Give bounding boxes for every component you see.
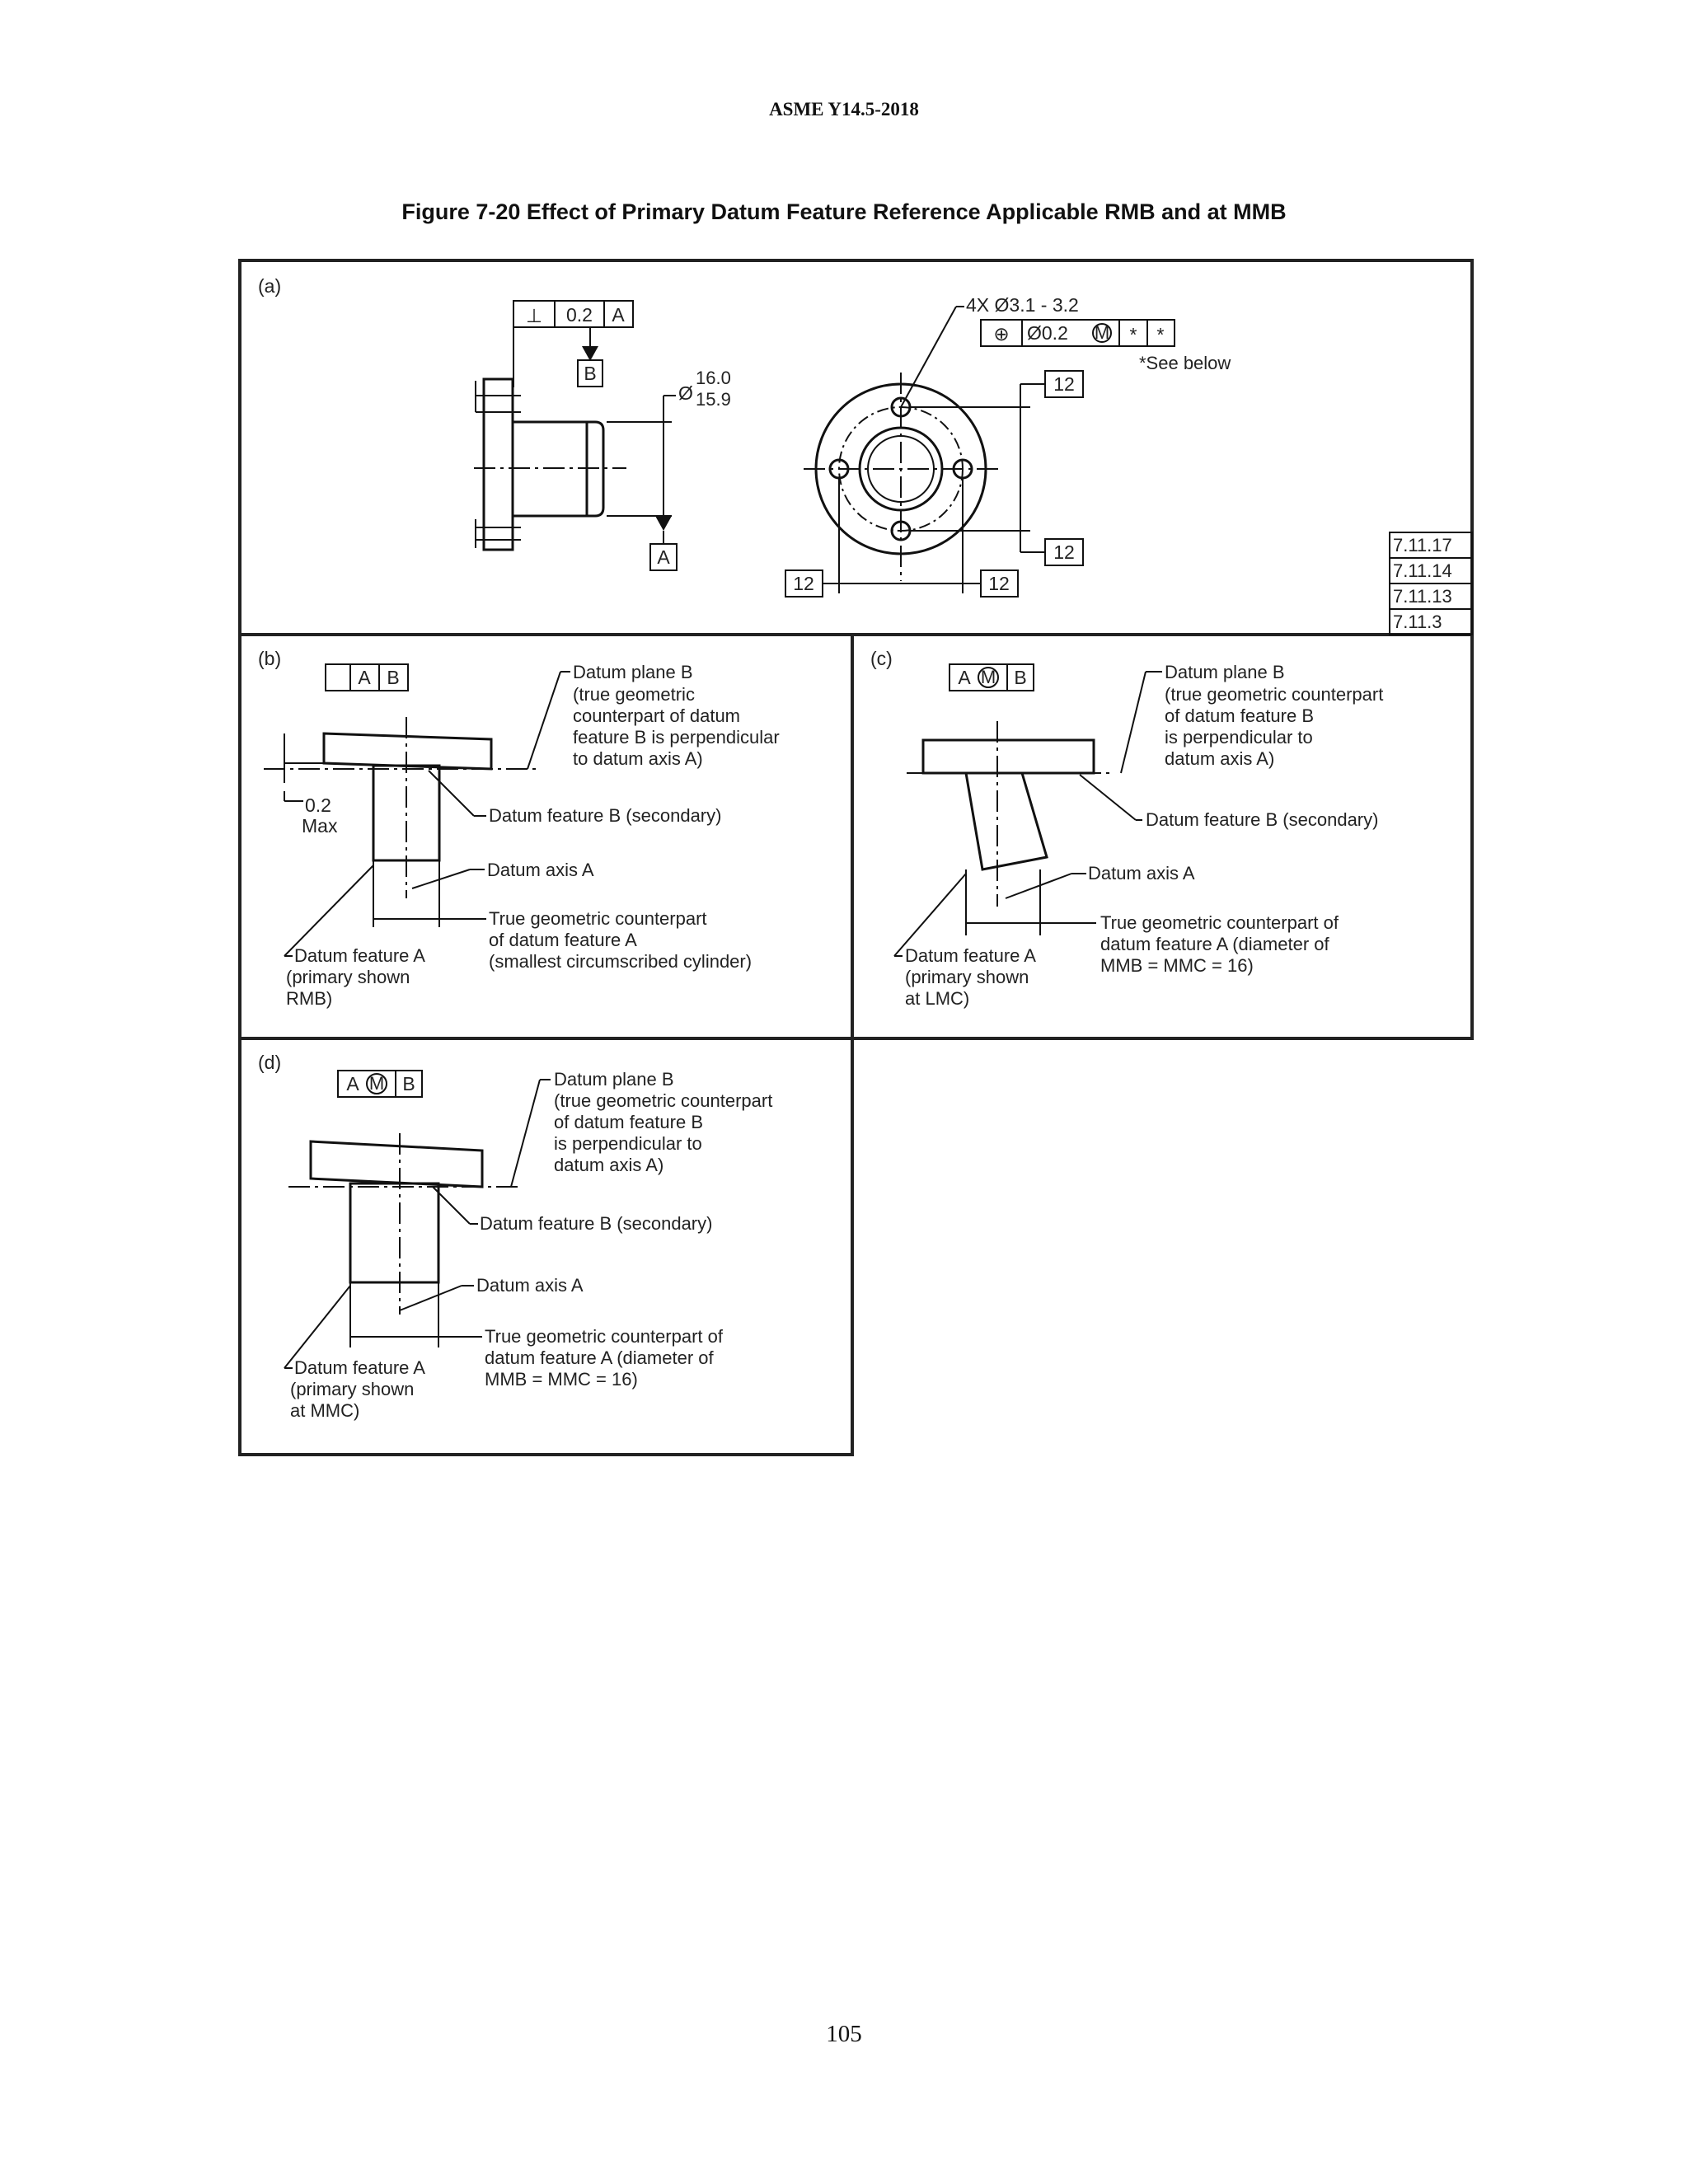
svg-text:datum axis A): datum axis A) bbox=[1165, 748, 1275, 769]
front-view bbox=[785, 294, 1231, 597]
svg-text:feature B is perpendicular: feature B is perpendicular bbox=[573, 727, 780, 748]
svg-text:(primary shown: (primary shown bbox=[286, 967, 410, 987]
svg-text:(primary shown: (primary shown bbox=[290, 1379, 415, 1399]
panel-b bbox=[258, 648, 780, 1009]
pos-cell-2: * bbox=[1156, 324, 1165, 345]
panel-b-feature-a-note bbox=[286, 945, 425, 1009]
figure-title: Figure 7-20 Effect of Primary Datum Feature Reference Applicable RMB and at MMB bbox=[401, 199, 1287, 224]
panel-c-plane-note bbox=[1165, 662, 1383, 769]
svg-text:of datum feature B: of datum feature B bbox=[1165, 705, 1314, 726]
panel-c-tag: (c) bbox=[870, 648, 893, 669]
fcf-d-modifier: M bbox=[368, 1073, 385, 1094]
panel-b-tag: (b) bbox=[258, 648, 282, 669]
svg-text:Datum plane B: Datum plane B bbox=[573, 662, 693, 682]
reference-3: 7.11.13 bbox=[1393, 586, 1452, 607]
gap-value: 0.2 bbox=[305, 794, 331, 816]
svg-text:is perpendicular to: is perpendicular to bbox=[554, 1133, 702, 1154]
svg-text:True geometric counterpart: True geometric counterpart of bbox=[485, 1326, 723, 1347]
svg-text:counterpart of datum: counterpart of datum bbox=[573, 705, 741, 726]
svg-text:MMB = MMC = 16): MMB = MMC = 16) bbox=[1100, 955, 1254, 976]
panel-b-feature-b: Datum feature B (secondary) bbox=[489, 805, 722, 826]
perpendicularity-icon: ⊥ bbox=[525, 305, 543, 326]
panel-b-datum-axis: Datum axis A bbox=[487, 860, 594, 880]
fcf-b-datum-2: B bbox=[387, 667, 400, 688]
svg-text:(true geometric counterpart: (true geometric counterpart bbox=[1165, 684, 1384, 705]
reference-1: 7.11.17 bbox=[1393, 535, 1452, 555]
mmc-modifier: M bbox=[1094, 322, 1110, 343]
svg-text:Datum plane B: Datum plane B bbox=[1165, 662, 1285, 682]
svg-text:Datum plane B: Datum plane B bbox=[554, 1069, 674, 1090]
svg-text:of datum feature A: of datum feature A bbox=[489, 930, 637, 950]
panel-a bbox=[258, 275, 1472, 635]
side-view bbox=[474, 368, 731, 570]
svg-text:to datum axis A): to datum axis A) bbox=[573, 748, 703, 769]
svg-text:True geometric counterpart: True geometric counterpart of bbox=[1100, 912, 1339, 933]
fcf-c-datum-2: B bbox=[1014, 667, 1027, 688]
fcf-b-datum-1: A bbox=[358, 667, 371, 688]
svg-text:at LMC): at LMC) bbox=[905, 988, 970, 1009]
svg-text:(primary shown: (primary shown bbox=[905, 967, 1029, 987]
svg-text:Datum feature A: Datum feature A bbox=[905, 945, 1036, 966]
svg-text:(true geometric counterpart: (true geometric counterpart bbox=[554, 1090, 773, 1111]
basic-dim-3: 12 bbox=[793, 573, 814, 594]
datum-b-label: B bbox=[584, 363, 597, 384]
svg-text:Datum feature A: Datum feature A bbox=[294, 1357, 425, 1378]
svg-text:MMB = MMC = 16): MMB = MMC = 16) bbox=[485, 1369, 638, 1390]
pos-cell-1: * bbox=[1129, 324, 1137, 345]
panel-c-datum-axis: Datum axis A bbox=[1088, 863, 1195, 883]
page-number: 105 bbox=[826, 2021, 862, 2047]
fcf-c-modifier: M bbox=[980, 667, 996, 687]
page-header: ASME Y14.5-2018 bbox=[769, 99, 919, 120]
panel-d-plane-note bbox=[554, 1069, 772, 1175]
svg-text:(smallest circumscribed cyli: (smallest circumscribed cylinder) bbox=[489, 951, 753, 972]
reference-boxes bbox=[1390, 532, 1472, 635]
panel-b-plane-note bbox=[573, 662, 780, 769]
svg-text:at MMC): at MMC) bbox=[290, 1400, 360, 1421]
basic-dim-2: 12 bbox=[1053, 541, 1075, 563]
reference-4: 7.11.3 bbox=[1393, 612, 1442, 632]
panel-d-feature-b: Datum feature B (secondary) bbox=[480, 1213, 713, 1234]
svg-text:True geometric counterpart: True geometric counterpart bbox=[489, 908, 707, 929]
panel-a-tag: (a) bbox=[258, 275, 282, 297]
dia-upper: 16.0 bbox=[696, 368, 731, 388]
svg-text:Datum feature A: Datum feature A bbox=[294, 945, 425, 966]
basic-dim-4: 12 bbox=[988, 573, 1010, 594]
perpendicularity-frame bbox=[513, 301, 633, 387]
gap-unit: Max bbox=[302, 815, 338, 837]
panel-d-feature-a-note bbox=[290, 1357, 425, 1421]
panel-c-feature-a-note bbox=[905, 945, 1036, 1009]
svg-text:RMB): RMB) bbox=[286, 988, 333, 1009]
panel-c-feature-b: Datum feature B (secondary) bbox=[1146, 809, 1379, 830]
panel-d bbox=[258, 1052, 772, 1421]
perp-tolerance: 0.2 bbox=[566, 304, 593, 326]
fcf-d-datum-1: A bbox=[346, 1073, 359, 1094]
panel-d-datum-axis: Datum axis A bbox=[476, 1275, 584, 1296]
position-icon: ⊕ bbox=[993, 323, 1010, 344]
panel-c bbox=[870, 648, 1383, 1009]
reference-2: 7.11.14 bbox=[1393, 560, 1452, 581]
svg-text:(true geometric: (true geometric bbox=[573, 684, 695, 705]
datum-a-label: A bbox=[657, 546, 670, 568]
pos-tolerance: Ø0.2 bbox=[1027, 322, 1068, 344]
panel-d-tag: (d) bbox=[258, 1052, 282, 1073]
panel-b-tgc-note bbox=[489, 908, 752, 972]
svg-text:datum feature A (diameter: datum feature A (diameter of bbox=[485, 1347, 714, 1368]
svg-text:datum feature A (diameter: datum feature A (diameter of bbox=[1100, 934, 1329, 954]
panel-d-tgc-note bbox=[485, 1326, 724, 1390]
svg-text:is perpendicular to: is perpendicular to bbox=[1165, 727, 1313, 748]
hole-callout: 4X Ø3.1 - 3.2 bbox=[966, 294, 1079, 316]
diameter-icon: Ø bbox=[678, 382, 693, 404]
svg-text:of datum feature B: of datum feature B bbox=[554, 1112, 703, 1132]
dia-lower: 15.9 bbox=[696, 389, 731, 410]
basic-dim-1: 12 bbox=[1053, 373, 1075, 395]
see-below-note: *See below bbox=[1139, 353, 1231, 373]
panel-c-tgc-note bbox=[1100, 912, 1339, 976]
perp-datum: A bbox=[612, 304, 625, 326]
fcf-c-datum-1: A bbox=[958, 667, 971, 688]
fcf-d-datum-2: B bbox=[402, 1073, 415, 1094]
panel-a-frame bbox=[240, 260, 1472, 635]
svg-text:datum axis A): datum axis A) bbox=[554, 1155, 664, 1175]
